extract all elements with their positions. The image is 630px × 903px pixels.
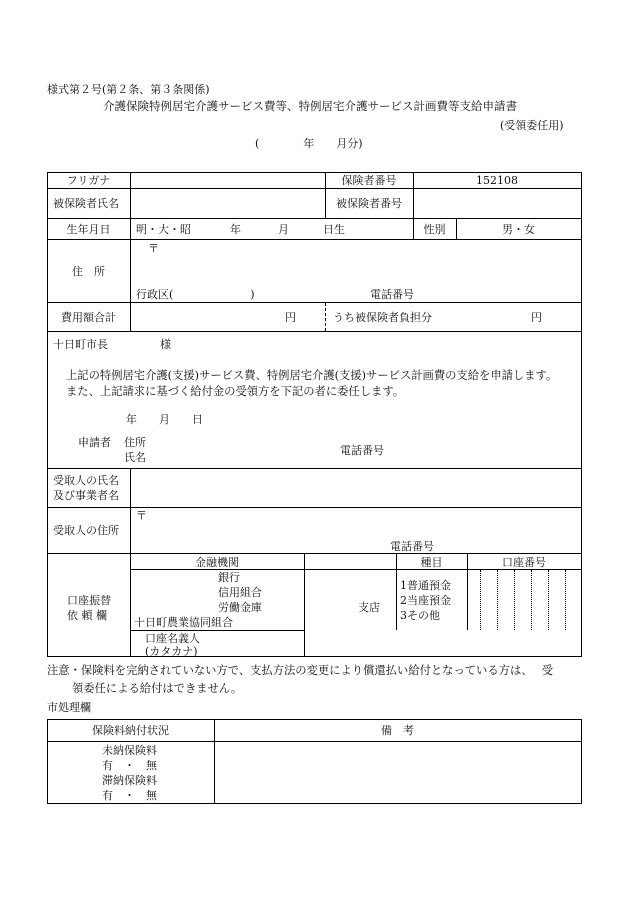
applicant-address-label: 住所 (124, 436, 146, 449)
address-field[interactable] (131, 256, 581, 286)
city-section-label: 市処理欄 (47, 701, 91, 714)
insured-name-label: 被保険者氏名 (53, 197, 119, 210)
unpaid-premium-label: 未納保険料 (102, 744, 157, 757)
account-holder-field[interactable] (305, 631, 581, 656)
bank-transfer-label-2: 依 頼 欄 (67, 609, 107, 622)
form-title: 介護保険特例居宅介護サービス費等、特例居宅介護サービス計画費等支給申請書 (103, 99, 517, 113)
birthdate-label: 生年月日 (66, 223, 111, 236)
ward-field[interactable]: 行政区( ) (136, 288, 255, 301)
applicant-name-label: 氏名 (124, 451, 146, 464)
account-type-current[interactable]: 2当座預金 (400, 594, 451, 607)
mayor-addressee: 十日町市長 (53, 338, 108, 351)
form-subtitle: (受領委任用) (500, 119, 564, 132)
account-type-ordinary[interactable]: 1普通預金 (400, 579, 451, 592)
note-line2: 領委任による給付はできません。 (72, 682, 243, 695)
branch-label: 支店 (358, 601, 380, 614)
insured-number-label: 被保険者番号 (336, 197, 402, 210)
birthdate-era-options[interactable]: 明・大・昭 (136, 223, 191, 236)
birth-year-text: 年 (230, 223, 241, 236)
account-type-other[interactable]: 3その他 (400, 609, 440, 622)
applicant-phone-label: 電話番号 (340, 444, 384, 457)
insurer-number-value: 152108 (476, 174, 518, 187)
recipient-address-label: 受取人の住所 (53, 524, 119, 537)
bank-transfer-label-1: 口座振替 (67, 594, 111, 607)
cost-total-yen: 円 (285, 311, 296, 324)
inst-type-bank[interactable]: 銀行 (218, 571, 240, 584)
mayor-honorific: 様 (160, 338, 171, 351)
insured-number-field[interactable] (414, 189, 581, 218)
overdue-premium-options[interactable]: 有 ・ 無 (102, 789, 157, 802)
unpaid-premium-options[interactable]: 有 ・ 無 (102, 759, 157, 772)
account-number-field[interactable] (468, 570, 581, 630)
account-holder-label-2: (カタカナ) (145, 645, 198, 658)
remarks-field[interactable] (215, 742, 581, 803)
inst-type-ja[interactable]: 十日町農業協同組合 (134, 616, 233, 629)
note-line1: 注意・保険料を完納されていない方で、支払方法の変更により償還払い給付となっている方は、 受 (47, 664, 554, 677)
overdue-premium-label: 滞納保険料 (102, 774, 157, 787)
recipient-name-label-1: 受取人の氏名 (53, 474, 119, 487)
inst-type-labor-bank[interactable]: 労働金庫 (218, 601, 262, 614)
insured-name-field[interactable] (131, 189, 324, 218)
address-phone-label: 電話番号 (370, 288, 414, 301)
remarks-header: 備 考 (381, 724, 414, 737)
recipient-postal-mark: 〒 (136, 509, 147, 522)
gender-options[interactable]: 男・女 (502, 223, 535, 236)
applicant-label: 申請者 (78, 436, 111, 449)
address-label: 住 所 (72, 265, 105, 278)
recipient-phone-label: 電話番号 (390, 540, 434, 553)
payment-status-header: 保険料納付状況 (92, 724, 169, 737)
furigana-field[interactable] (131, 173, 324, 188)
form-number: 様式第２号(第２条、第３条関係) (47, 83, 210, 96)
account-type-header: 種目 (420, 556, 443, 569)
recipient-name-field[interactable] (131, 469, 581, 507)
insurer-number-label: 保険者番号 (341, 174, 397, 187)
gender-label: 性別 (423, 223, 446, 236)
request-date-field[interactable]: 年 月 日 (126, 413, 203, 426)
birth-month-text: 月 (278, 223, 289, 236)
furigana-label: フリガナ (66, 174, 111, 187)
account-holder-label-1: 口座名義人 (145, 632, 200, 645)
period-field[interactable]: ( 年 月分) (255, 137, 363, 150)
copay-yen: 円 (531, 311, 542, 324)
recipient-address-field[interactable] (131, 522, 581, 540)
account-number-header: 口座番号 (502, 556, 546, 569)
request-text-line1: 上記の特例居宅介護(支援)サービス費、特例居宅介護(支援)サービス計画費の支給を申請します。 (66, 369, 558, 382)
postal-mark: 〒 (148, 242, 159, 255)
cost-total-label: 費用額合計 (61, 311, 116, 324)
recipient-name-label-2: 及び事業者名 (53, 489, 119, 502)
copay-label: うち被保険者負担分 (333, 311, 432, 324)
inst-type-credit-union[interactable]: 信用組合 (218, 586, 262, 599)
institution-header: 金融機関 (195, 556, 239, 569)
request-text-line2: また、上記請求に基づく給付金の受領方を下記の者に委任します。 (66, 385, 405, 398)
birth-day-text: 日生 (323, 223, 345, 236)
